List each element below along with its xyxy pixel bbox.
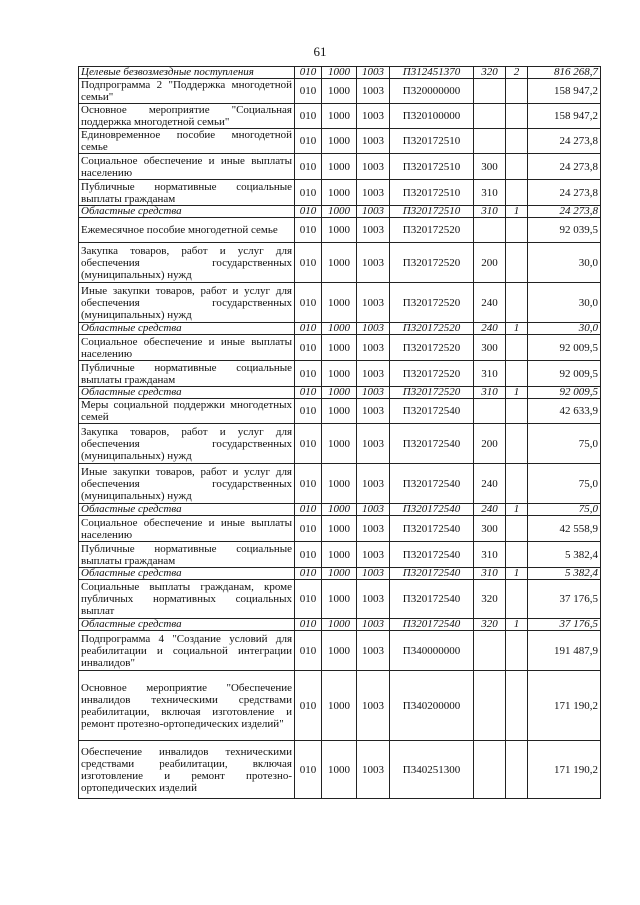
section-code-cell: 1000 [322,542,357,568]
source-code-cell [506,542,528,568]
table-row [79,323,601,335]
source-code-cell: 1 [506,206,528,218]
subsection-code-cell: 1003 [357,568,390,580]
item-name-cell: Закупка товаров, работ и услуг для обеспечения государственных (муниципальных) нужд [79,243,295,283]
section-code-cell: 1000 [322,504,357,516]
admin-code-cell: 010 [295,542,322,568]
source-code-cell [506,741,528,799]
item-name-cell: Меры социальной поддержки многодетных семей [79,399,295,424]
item-name-cell: Социальное обеспечение и иные выплаты населению [79,154,295,180]
item-name-cell: Основное мероприятие "Обеспечение инвалидов техническими средствами реабилитации, включая изготовление и ремонт протезно-ортопедических изделий" [79,671,295,741]
item-name-cell: Областные средства [79,568,295,580]
table-row [79,243,601,283]
expense-type-cell: 310 [474,387,506,399]
section-code-cell: 1000 [322,741,357,799]
admin-code-cell: 010 [295,741,322,799]
source-code-cell [506,424,528,464]
target-article-cell: П320172540 [390,542,474,568]
subsection-code-cell: 1003 [357,619,390,631]
source-code-cell: 2 [506,67,528,79]
subsection-code-cell: 1003 [357,387,390,399]
subsection-code-cell: 1003 [357,243,390,283]
section-code-cell: 1000 [322,399,357,424]
subsection-code-cell: 1003 [357,631,390,671]
admin-code-cell: 010 [295,67,322,79]
target-article-cell: П320172540 [390,464,474,504]
target-article-cell: П340200000 [390,671,474,741]
source-code-cell [506,79,528,104]
source-code-cell [506,580,528,619]
table-row [79,399,601,424]
admin-code-cell: 010 [295,568,322,580]
table-row [79,361,601,387]
item-name-cell: Основное мероприятие "Социальная поддержка многодетной семьи" [79,104,295,129]
section-code-cell: 1000 [322,67,357,79]
section-code-cell: 1000 [322,218,357,243]
amount-cell: 158 947,2 [528,104,601,129]
section-code-cell: 1000 [322,79,357,104]
table-row [79,424,601,464]
subsection-code-cell: 1003 [357,323,390,335]
target-article-cell: П320172510 [390,154,474,180]
admin-code-cell: 010 [295,464,322,504]
section-code-cell: 1000 [322,129,357,154]
subsection-code-cell: 1003 [357,671,390,741]
subsection-code-cell: 1003 [357,180,390,206]
admin-code-cell: 010 [295,243,322,283]
subsection-code-cell: 1003 [357,206,390,218]
amount-cell: 171 190,2 [528,671,601,741]
table-row [79,542,601,568]
expense-type-cell [474,741,506,799]
subsection-code-cell: 1003 [357,335,390,361]
subsection-code-cell: 1003 [357,361,390,387]
item-name-cell: Областные средства [79,323,295,335]
subsection-code-cell: 1003 [357,283,390,323]
admin-code-cell: 010 [295,335,322,361]
item-name-cell: Областные средства [79,504,295,516]
source-code-cell [506,218,528,243]
amount-cell: 24 273,8 [528,154,601,180]
source-code-cell: 1 [506,568,528,580]
section-code-cell: 1000 [322,323,357,335]
table-row [79,580,601,619]
table-row [79,631,601,671]
table-row [79,464,601,504]
section-code-cell: 1000 [322,580,357,619]
section-code-cell: 1000 [322,283,357,323]
section-code-cell: 1000 [322,387,357,399]
item-name-cell: Областные средства [79,206,295,218]
target-article-cell: П320172510 [390,206,474,218]
subsection-code-cell: 1003 [357,516,390,542]
item-name-cell: Областные средства [79,619,295,631]
budget-table-body [79,67,601,799]
amount-cell: 42 558,9 [528,516,601,542]
target-article-cell: П320172540 [390,504,474,516]
table-row [79,67,601,79]
amount-cell: 24 273,8 [528,129,601,154]
admin-code-cell: 010 [295,323,322,335]
source-code-cell [506,335,528,361]
target-article-cell: П320172520 [390,387,474,399]
admin-code-cell: 010 [295,79,322,104]
amount-cell: 24 273,8 [528,206,601,218]
amount-cell: 92 009,5 [528,387,601,399]
source-code-cell [506,104,528,129]
item-name-cell: Единовременное пособие многодетной семье [79,129,295,154]
page-number: 61 [313,44,327,59]
target-article-cell: П320172540 [390,580,474,619]
admin-code-cell: 010 [295,154,322,180]
table-row [79,206,601,218]
source-code-cell [506,516,528,542]
target-article-cell: П312451370 [390,67,474,79]
admin-code-cell: 010 [295,399,322,424]
amount-cell: 75,0 [528,424,601,464]
target-article-cell: П320172520 [390,218,474,243]
admin-code-cell: 010 [295,516,322,542]
amount-cell: 30,0 [528,323,601,335]
table-row [79,154,601,180]
target-article-cell: П320172540 [390,516,474,542]
source-code-cell [506,631,528,671]
section-code-cell: 1000 [322,631,357,671]
table-row [79,619,601,631]
admin-code-cell: 010 [295,218,322,243]
amount-cell: 92 039,5 [528,218,601,243]
expense-type-cell [474,104,506,129]
budget-table [78,66,601,799]
item-name-cell: Иные закупки товаров, работ и услуг для обеспечения государственных (муниципальных) нужд [79,464,295,504]
section-code-cell: 1000 [322,243,357,283]
admin-code-cell: 010 [295,104,322,129]
amount-cell: 42 633,9 [528,399,601,424]
target-article-cell: П320172520 [390,283,474,323]
subsection-code-cell: 1003 [357,464,390,504]
item-name-cell: Социальные выплаты гражданам, кроме публичных нормативных социальных выплат [79,580,295,619]
subsection-code-cell: 1003 [357,424,390,464]
expense-type-cell: 310 [474,361,506,387]
section-code-cell: 1000 [322,206,357,218]
table-row [79,671,601,741]
target-article-cell: П320172540 [390,424,474,464]
source-code-cell [506,399,528,424]
expense-type-cell: 300 [474,516,506,542]
expense-type-cell: 310 [474,180,506,206]
target-article-cell: П320172510 [390,129,474,154]
item-name-cell: Обеспечение инвалидов техническими средствами реабилитации, включая изготовление и ремонт протезно-ортопедических изделий [79,741,295,799]
expense-type-cell: 240 [474,464,506,504]
amount-cell: 75,0 [528,504,601,516]
source-code-cell: 1 [506,387,528,399]
target-article-cell: П320172510 [390,180,474,206]
subsection-code-cell: 1003 [357,399,390,424]
expense-type-cell: 200 [474,424,506,464]
table-row [79,516,601,542]
amount-cell: 24 273,8 [528,180,601,206]
admin-code-cell: 010 [295,504,322,516]
admin-code-cell: 010 [295,671,322,741]
source-code-cell: 1 [506,619,528,631]
expense-type-cell: 300 [474,335,506,361]
source-code-cell [506,671,528,741]
subsection-code-cell: 1003 [357,154,390,180]
item-name-cell: Закупка товаров, работ и услуг для обеспечения государственных (муниципальных) нужд [79,424,295,464]
amount-cell: 75,0 [528,464,601,504]
source-code-cell [506,464,528,504]
amount-cell: 37 176,5 [528,619,601,631]
amount-cell: 191 487,9 [528,631,601,671]
amount-cell: 171 190,2 [528,741,601,799]
expense-type-cell: 310 [474,206,506,218]
expense-type-cell: 320 [474,619,506,631]
table-row [79,218,601,243]
expense-type-cell: 320 [474,580,506,619]
table-row [79,283,601,323]
source-code-cell [506,361,528,387]
table-row [79,104,601,129]
target-article-cell: П340000000 [390,631,474,671]
item-name-cell: Социальное обеспечение и иные выплаты населению [79,335,295,361]
item-name-cell: Публичные нормативные социальные выплаты гражданам [79,542,295,568]
amount-cell: 5 382,4 [528,542,601,568]
subsection-code-cell: 1003 [357,504,390,516]
expense-type-cell: 240 [474,283,506,323]
source-code-cell: 1 [506,504,528,516]
target-article-cell: П320172540 [390,619,474,631]
expense-type-cell: 200 [474,243,506,283]
subsection-code-cell: 1003 [357,218,390,243]
item-name-cell: Социальное обеспечение и иные выплаты населению [79,516,295,542]
expense-type-cell: 310 [474,568,506,580]
target-article-cell: П320000000 [390,79,474,104]
section-code-cell: 1000 [322,568,357,580]
target-article-cell: П320172540 [390,399,474,424]
target-article-cell: П320100000 [390,104,474,129]
amount-cell: 816 268,7 [528,67,601,79]
section-code-cell: 1000 [322,154,357,180]
section-code-cell: 1000 [322,516,357,542]
admin-code-cell: 010 [295,180,322,206]
target-article-cell: П340251300 [390,741,474,799]
section-code-cell: 1000 [322,619,357,631]
target-article-cell: П320172520 [390,335,474,361]
table-row [79,129,601,154]
source-code-cell [506,180,528,206]
table-row [79,335,601,361]
expense-type-cell: 240 [474,504,506,516]
section-code-cell: 1000 [322,180,357,206]
subsection-code-cell: 1003 [357,580,390,619]
table-row [79,387,601,399]
item-name-cell: Публичные нормативные социальные выплаты гражданам [79,361,295,387]
admin-code-cell: 010 [295,129,322,154]
section-code-cell: 1000 [322,671,357,741]
item-name-cell: Целевые безвозмездные поступления [79,67,295,79]
expense-type-cell [474,399,506,424]
amount-cell: 30,0 [528,283,601,323]
section-code-cell: 1000 [322,104,357,129]
subsection-code-cell: 1003 [357,104,390,129]
expense-type-cell [474,79,506,104]
admin-code-cell: 010 [295,206,322,218]
table-row [79,180,601,206]
amount-cell: 5 382,4 [528,568,601,580]
section-code-cell: 1000 [322,335,357,361]
amount-cell: 92 009,5 [528,335,601,361]
expense-type-cell [474,671,506,741]
admin-code-cell: 010 [295,387,322,399]
subsection-code-cell: 1003 [357,741,390,799]
amount-cell: 37 176,5 [528,580,601,619]
table-row [79,568,601,580]
section-code-cell: 1000 [322,464,357,504]
admin-code-cell: 010 [295,424,322,464]
section-code-cell: 1000 [322,361,357,387]
source-code-cell: 1 [506,323,528,335]
source-code-cell [506,129,528,154]
expense-type-cell: 320 [474,67,506,79]
source-code-cell [506,283,528,323]
table-row [79,741,601,799]
target-article-cell: П320172520 [390,323,474,335]
admin-code-cell: 010 [295,619,322,631]
subsection-code-cell: 1003 [357,542,390,568]
target-article-cell: П320172520 [390,243,474,283]
item-name-cell: Подпрограмма 2 "Поддержка многодетной семьи" [79,79,295,104]
admin-code-cell: 010 [295,631,322,671]
admin-code-cell: 010 [295,361,322,387]
expense-type-cell [474,218,506,243]
admin-code-cell: 010 [295,580,322,619]
amount-cell: 30,0 [528,243,601,283]
target-article-cell: П320172520 [390,361,474,387]
amount-cell: 158 947,2 [528,79,601,104]
item-name-cell: Областные средства [79,387,295,399]
source-code-cell [506,243,528,283]
expense-type-cell: 240 [474,323,506,335]
section-code-cell: 1000 [322,424,357,464]
target-article-cell: П320172540 [390,568,474,580]
item-name-cell: Ежемесячное пособие многодетной семье [79,218,295,243]
expense-type-cell [474,129,506,154]
admin-code-cell: 010 [295,283,322,323]
expense-type-cell: 300 [474,154,506,180]
source-code-cell [506,154,528,180]
item-name-cell: Подпрограмма 4 "Создание условий для реабилитации и социальной интеграции инвалидов" [79,631,295,671]
subsection-code-cell: 1003 [357,129,390,154]
table-row [79,79,601,104]
subsection-code-cell: 1003 [357,67,390,79]
amount-cell: 92 009,5 [528,361,601,387]
subsection-code-cell: 1003 [357,79,390,104]
table-row [79,504,601,516]
expense-type-cell [474,631,506,671]
item-name-cell: Публичные нормативные социальные выплаты гражданам [79,180,295,206]
expense-type-cell: 310 [474,542,506,568]
item-name-cell: Иные закупки товаров, работ и услуг для обеспечения государственных (муниципальных) нужд [79,283,295,323]
